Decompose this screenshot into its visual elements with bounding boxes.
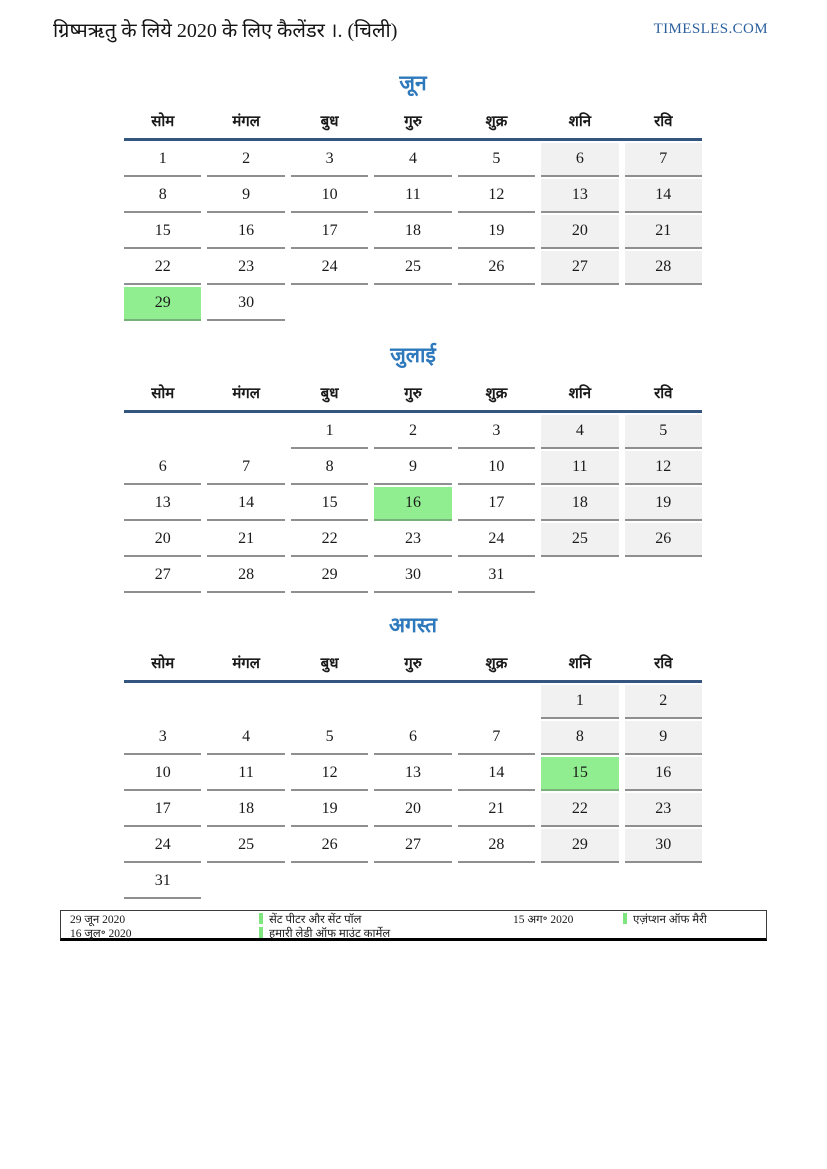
date-cell: 21: [625, 215, 702, 249]
weekday-label: गुरु: [404, 114, 422, 130]
site-link[interactable]: TIMESLES.COM: [653, 21, 768, 37]
legend-label: हमारी लेडी ऑफ माउंट कार्मेल: [269, 928, 391, 940]
date-cell: 18: [207, 793, 284, 827]
weekday-label: गुरु: [404, 386, 422, 402]
weekday-label: सोम: [151, 114, 175, 130]
empty-cell: [207, 865, 284, 897]
weekday-label: सोम: [151, 386, 175, 402]
page-title: ग्रिष्मऋतु के लिये 2020 के लिए कैलेंडर ।. (चिली): [53, 20, 398, 42]
date-cell: 17: [458, 487, 535, 521]
month-section: [124, 612, 702, 901]
legend-entry: [259, 927, 390, 941]
empty-cell: [374, 685, 451, 717]
date-cell: 16: [207, 215, 284, 249]
date-cell: 25: [207, 829, 284, 863]
date-cell: 10: [291, 179, 368, 213]
date-cell: 14: [458, 757, 535, 791]
date-cell: 20: [124, 523, 201, 557]
date-cell: 24: [458, 523, 535, 557]
weekday-label: शुक्र: [485, 386, 508, 402]
weekday-label: शुक्र: [485, 656, 508, 672]
weekday-label: मंगल: [232, 656, 260, 672]
date-cell: 4: [374, 143, 451, 177]
date-cell: 19: [291, 793, 368, 827]
date-cell: 23: [374, 523, 451, 557]
date-cell: 1: [541, 685, 618, 719]
date-cell: 11: [207, 757, 284, 791]
calendars: [124, 62, 702, 901]
legend-color-bar: [623, 913, 627, 924]
date-cell: 3: [124, 721, 201, 755]
empty-cell: [625, 559, 702, 591]
date-cell: 31: [458, 559, 535, 593]
weekday-header-row: [124, 112, 702, 132]
date-cell: 18: [374, 215, 451, 249]
date-cell: 10: [124, 757, 201, 791]
month-title: अगस्त: [388, 613, 437, 637]
date-cell: 20: [541, 215, 618, 249]
date-cell: 8: [541, 721, 618, 755]
date-grid: [124, 143, 702, 323]
weekday-label: शनि: [568, 386, 592, 402]
weekday-label: सोम: [151, 656, 175, 672]
empty-cell: [374, 865, 451, 897]
legend-label: सेंट पीटर और सेंट पॉल: [269, 914, 362, 926]
date-cell: 6: [541, 143, 618, 177]
date-cell: 16: [625, 757, 702, 791]
weekday-label: बुध: [320, 114, 339, 130]
date-cell: 26: [291, 829, 368, 863]
date-cell: 24: [124, 829, 201, 863]
date-cell: 8: [291, 451, 368, 485]
empty-cell: [458, 685, 535, 717]
date-cell: 30: [625, 829, 702, 863]
date-cell: 17: [291, 215, 368, 249]
date-cell: 27: [541, 251, 618, 285]
empty-cell: [291, 865, 368, 897]
header-divider: [124, 680, 702, 683]
date-cell: 28: [458, 829, 535, 863]
weekday-label: शनि: [568, 656, 592, 672]
date-cell: 19: [458, 215, 535, 249]
weekday-label: शुक्र: [485, 114, 508, 130]
date-cell: 21: [458, 793, 535, 827]
date-cell: 15: [291, 487, 368, 521]
date-cell: 1: [124, 143, 201, 177]
empty-cell: [625, 865, 702, 897]
empty-cell: [291, 685, 368, 717]
date-cell: 9: [374, 451, 451, 485]
date-cell: 23: [207, 251, 284, 285]
weekday-label: बुध: [320, 656, 339, 672]
empty-cell: [374, 287, 451, 319]
date-cell: 2: [207, 143, 284, 177]
legend-color-bar: [259, 927, 263, 938]
empty-cell: [124, 685, 201, 717]
date-cell: 30: [207, 287, 284, 321]
date-cell: 20: [374, 793, 451, 827]
month-title: जून: [399, 71, 427, 95]
date-cell: 27: [374, 829, 451, 863]
date-cell: 6: [374, 721, 451, 755]
date-cell: 18: [541, 487, 618, 521]
date-cell: 17: [124, 793, 201, 827]
empty-cell: [458, 287, 535, 319]
date-cell: 24: [291, 251, 368, 285]
date-cell: 5: [291, 721, 368, 755]
weekday-label: शनि: [568, 114, 592, 130]
date-cell: 15: [124, 215, 201, 249]
date-cell: 23: [625, 793, 702, 827]
legend-label: एज़ंप्शन ऑफ मैरी: [633, 914, 707, 926]
date-cell: 5: [625, 415, 702, 449]
legend-entry: [623, 913, 707, 927]
month-section: [124, 342, 702, 595]
legend-date: 29 जून 2020: [70, 914, 126, 926]
date-cell: 28: [625, 251, 702, 285]
date-cell: 9: [625, 721, 702, 755]
empty-cell: [541, 559, 618, 591]
date-cell: 13: [374, 757, 451, 791]
date-cell: 31: [124, 865, 201, 899]
date-cell: 12: [625, 451, 702, 485]
date-cell: 9: [207, 179, 284, 213]
date-cell: 13: [124, 487, 201, 521]
date-cell: 26: [625, 523, 702, 557]
weekday-label: रवि: [654, 114, 673, 130]
date-cell: 15: [541, 757, 618, 791]
date-cell: 11: [374, 179, 451, 213]
date-cell: 12: [291, 757, 368, 791]
weekday-label: गुरु: [404, 656, 422, 672]
empty-cell: [291, 287, 368, 319]
date-cell: 22: [541, 793, 618, 827]
date-cell: 5: [458, 143, 535, 177]
weekday-label: रवि: [654, 386, 673, 402]
date-cell: 25: [374, 251, 451, 285]
date-cell: 29: [291, 559, 368, 593]
date-cell: 22: [291, 523, 368, 557]
weekday-label: मंगल: [232, 386, 260, 402]
empty-cell: [124, 415, 201, 447]
legend-date: 16 जुल॰ 2020: [70, 928, 132, 940]
date-grid: [124, 685, 702, 901]
weekday-label: रवि: [654, 656, 673, 672]
header-divider: [124, 138, 702, 141]
date-cell: 26: [458, 251, 535, 285]
weekday-label: बुध: [320, 386, 339, 402]
legend-entry: [259, 913, 390, 927]
date-cell: 7: [458, 721, 535, 755]
legend: [60, 910, 767, 941]
date-cell: 8: [124, 179, 201, 213]
date-cell: 19: [625, 487, 702, 521]
date-cell: 11: [541, 451, 618, 485]
date-cell: 13: [541, 179, 618, 213]
date-cell: 25: [541, 523, 618, 557]
date-cell: 10: [458, 451, 535, 485]
date-cell: 14: [207, 487, 284, 521]
legend-date: 15 अग॰ 2020: [513, 914, 574, 926]
header-divider: [124, 410, 702, 413]
legend-labels-left: [259, 913, 390, 941]
legend-dates-left: [70, 913, 131, 941]
date-cell: 3: [291, 143, 368, 177]
empty-cell: [207, 685, 284, 717]
date-cell: 16: [374, 487, 451, 521]
date-cell: 28: [207, 559, 284, 593]
date-cell: 7: [207, 451, 284, 485]
date-cell: 14: [625, 179, 702, 213]
weekday-label: मंगल: [232, 114, 260, 130]
month-section: [124, 70, 702, 323]
date-cell: 2: [374, 415, 451, 449]
date-cell: 21: [207, 523, 284, 557]
empty-cell: [541, 865, 618, 897]
date-cell: 4: [541, 415, 618, 449]
date-cell: 4: [207, 721, 284, 755]
date-cell: 29: [124, 287, 201, 321]
weekday-header-row: [124, 384, 702, 404]
month-title: जुलाई: [390, 343, 436, 367]
date-cell: 3: [458, 415, 535, 449]
date-cell: 30: [374, 559, 451, 593]
date-cell: 27: [124, 559, 201, 593]
empty-cell: [207, 415, 284, 447]
empty-cell: [625, 287, 702, 319]
date-cell: 7: [625, 143, 702, 177]
date-cell: 2: [625, 685, 702, 719]
date-grid: [124, 415, 702, 595]
empty-cell: [541, 287, 618, 319]
date-cell: 1: [291, 415, 368, 449]
weekday-header-row: [124, 654, 702, 674]
date-cell: 22: [124, 251, 201, 285]
legend-color-bar: [259, 913, 263, 924]
date-cell: 29: [541, 829, 618, 863]
empty-cell: [458, 865, 535, 897]
date-cell: 12: [458, 179, 535, 213]
date-cell: 6: [124, 451, 201, 485]
